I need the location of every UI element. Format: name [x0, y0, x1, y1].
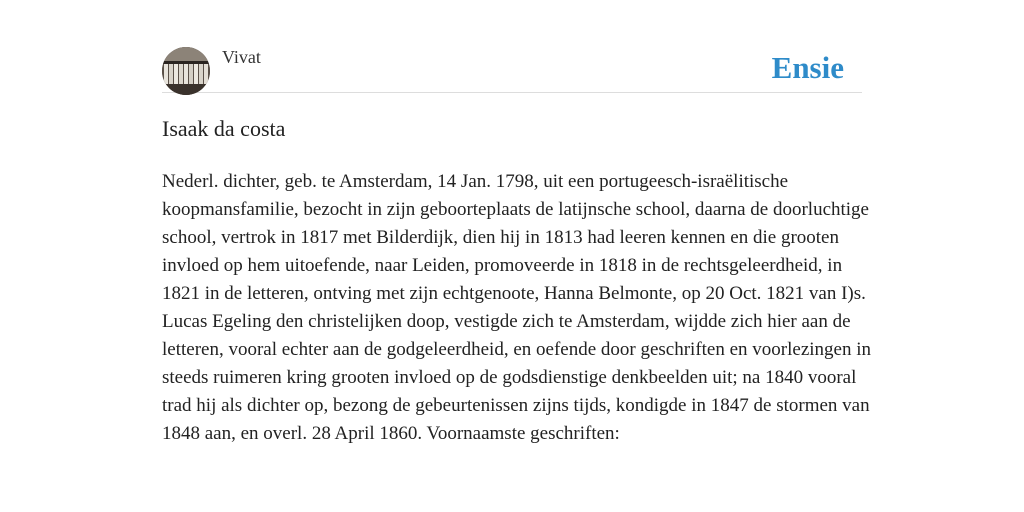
author-name[interactable]: Vivat: [222, 47, 261, 67]
article-body: Nederl. dichter, geb. te Amsterdam, 14 Jan. 1798, uit een portugeesch-israëlitische koopmansfamilie, bezocht in zijn geboorteplaats de latijnsche school, daarna de doorluchtige school, vertrok in 1817 met Bilderdijk, dien hij in 1813 had leeren kennen en die grooten invloed op hem uitoefende, naar Leiden, promoveerde in 1818 in de rechtsgeleerdheid, in 1821 in de letteren, ontving met zijn echtgenoote, Hanna Belmonte, op 20 Oct. 1821 van I)s. Lucas Egeling den christelijken doop, vestigde zich te Amsterdam, wijdde zich hier aan de letteren, vooral echter aan de godgeleerdheid, en oefende door geschriften en voorlezingen in steeds ruimeren kring grooten invloed op de godsdienstige denkbeelden uit; na 1840 vooral trad hij als dichter op, bezong de gebeurtenissen zijns tijds, kondigde in 1847 de stormen van 1848 aan, en overl. 28 April 1860. Voornaamste geschriften:: [162, 171, 872, 444]
book-spines-icon: [162, 47, 210, 95]
site-header: [162, 44, 862, 93]
site-logo[interactable]: Ensie: [771, 50, 844, 85]
article-title: Isaak da costa: [162, 116, 286, 141]
author-avatar[interactable]: [162, 47, 210, 95]
